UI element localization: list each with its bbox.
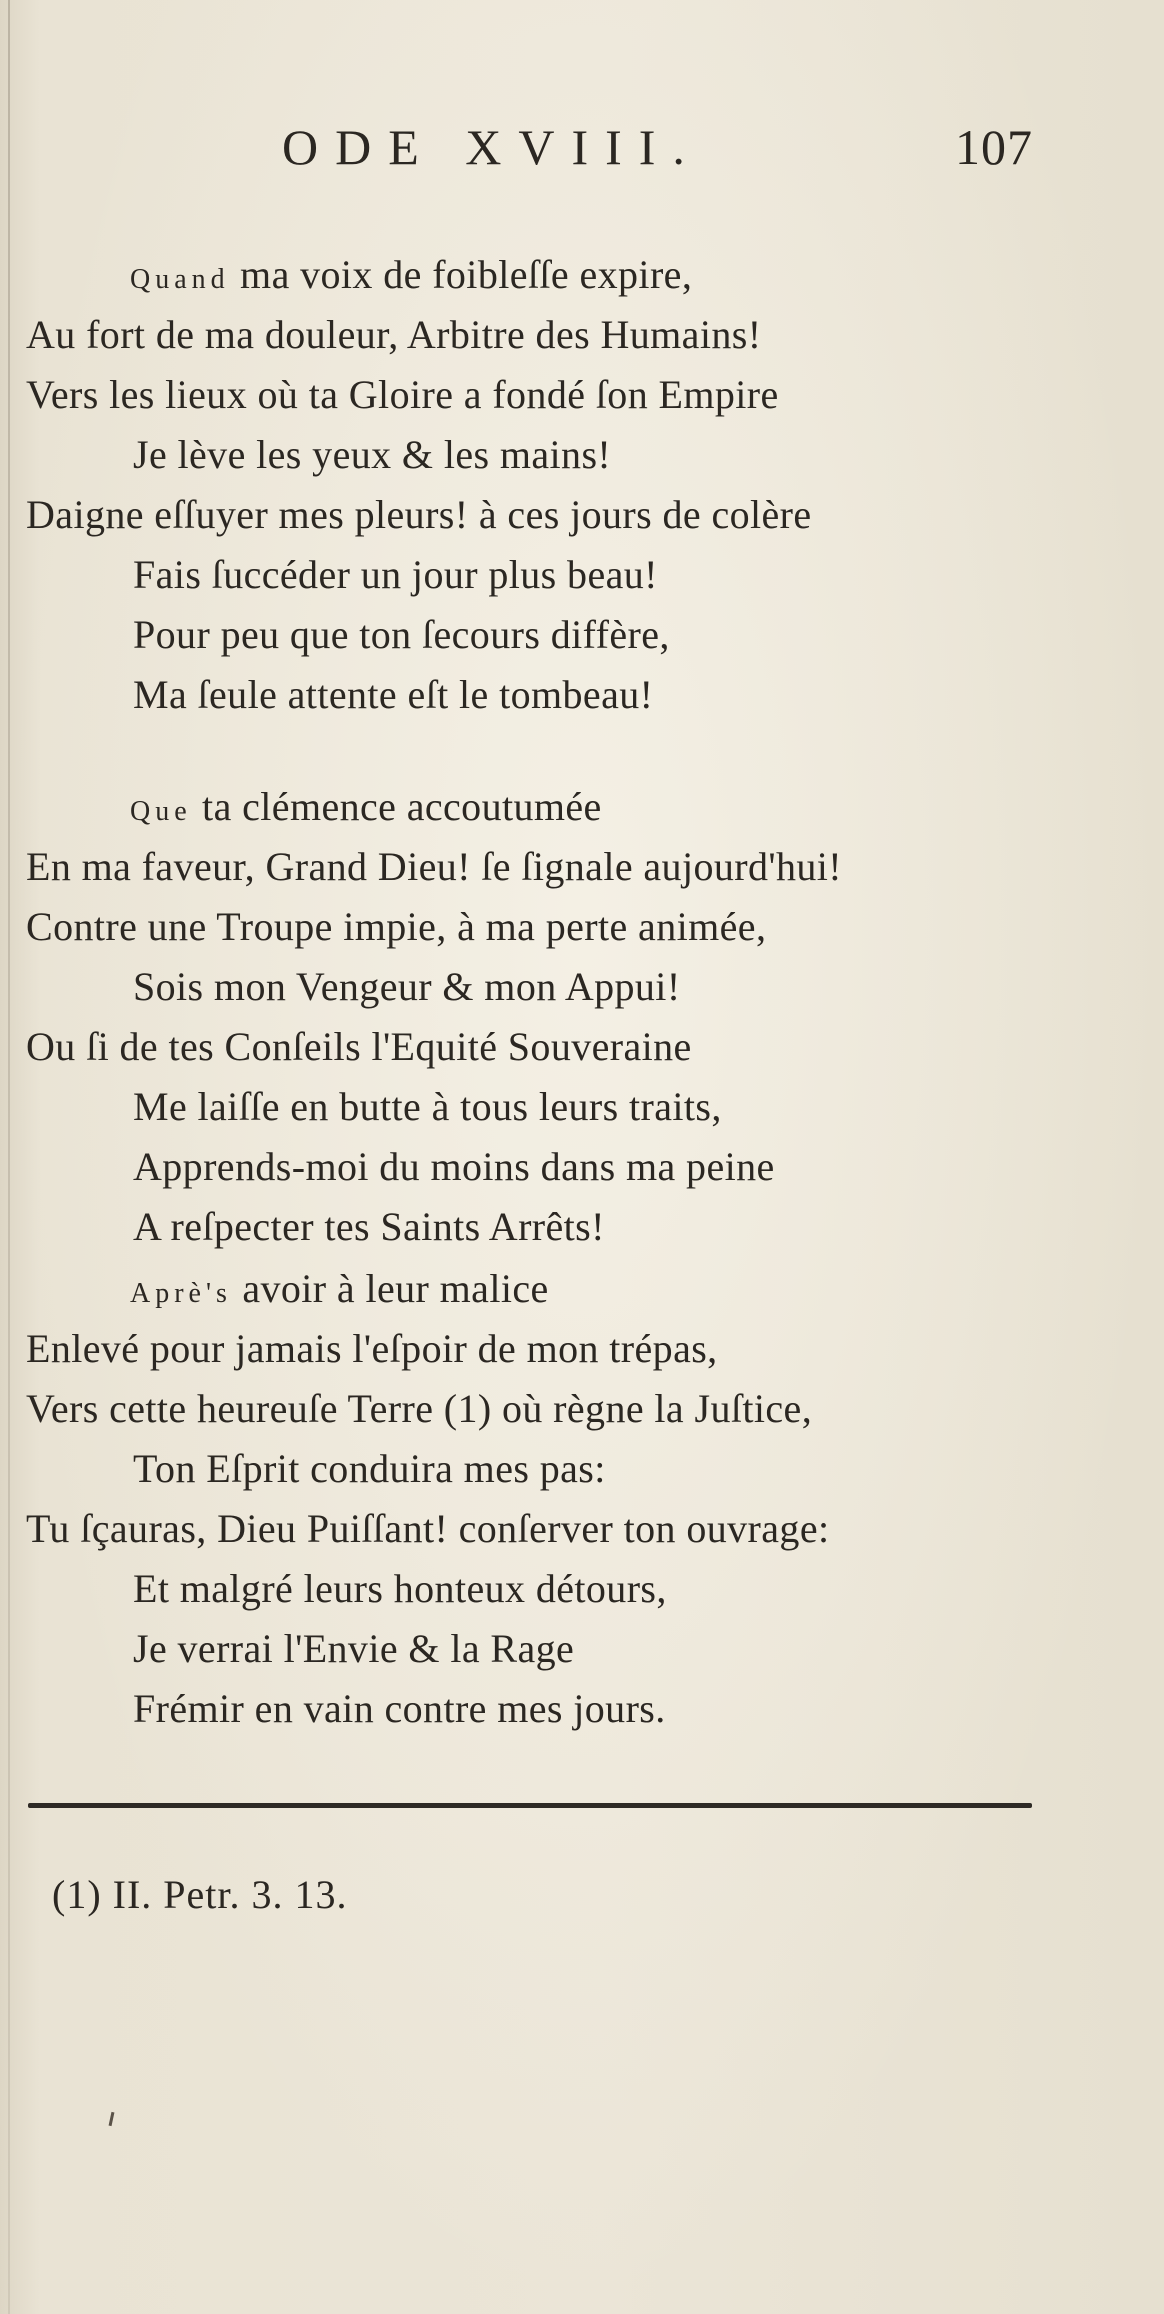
verse-line: Et malgré leurs honteux détours,: [133, 1566, 667, 1611]
verse-line: Frémir en vain contre mes jours.: [133, 1686, 666, 1731]
verse-line: Ou ſi de tes Conſeils l'Equité Souveraine: [26, 1024, 692, 1069]
stanza-initial-word: Aprè's: [130, 1278, 232, 1309]
verse-line: Enlevé pour jamais l'eſpoir de mon trépas,: [26, 1326, 718, 1371]
verse-line: Je lève les yeux & les mains!: [133, 432, 612, 477]
footnote: (1) II. Petr. 3. 13.: [52, 1872, 348, 1917]
page-gutter-edge: [8, 0, 10, 2314]
verse-line: Me laiſſe en butte à tous leurs traits,: [133, 1084, 722, 1129]
verse-line: Contre une Troupe impie, à ma perte animée,: [26, 904, 767, 949]
stanza-initial-word: Que: [130, 796, 192, 827]
page-header: [0, 118, 1164, 188]
verse-line: Ton Eſprit conduira mes pas:: [133, 1446, 606, 1491]
verse-line: Que ta clémence accoutumée: [130, 784, 602, 829]
ink-speck: [109, 2112, 115, 2126]
verse-line: Ma ſeule attente eſt le tombeau!: [133, 672, 654, 717]
verse-line: Daigne eſſuyer mes pleurs! à ces jours de colère: [26, 492, 812, 537]
verse-line: Au fort de ma douleur, Arbitre des Humains!: [26, 312, 762, 357]
page-number: 107: [955, 119, 1033, 175]
footnote-separator-rule: [28, 1803, 1032, 1808]
verse-line: En ma faveur, Grand Dieu! ſe ſignale aujourd'hui!: [26, 844, 843, 889]
verse-line: A reſpecter tes Saints Arrêts!: [133, 1204, 605, 1249]
verse-line: Aprè's avoir à leur malice: [130, 1266, 549, 1311]
verse-line: Vers les lieux où ta Gloire a fondé ſon Empire: [26, 372, 779, 417]
verse-line: Pour peu que ton ſecours diffère,: [133, 612, 670, 657]
verse-line: Sois mon Vengeur & mon Appui!: [133, 964, 681, 1009]
verse-line: Quand ma voix de foibleſſe expire,: [130, 252, 693, 297]
verse-line: Je verrai l'Envie & la Rage: [133, 1626, 575, 1671]
stanza-initial-word: Quand: [130, 264, 230, 295]
verse-line: Vers cette heureuſe Terre (1) où règne la Juſtice,: [26, 1386, 813, 1431]
verse-line: Fais ſuccéder un jour plus beau!: [133, 552, 658, 597]
running-head: ODE XVIII.: [282, 119, 702, 175]
verse-line: Tu ſçauras, Dieu Puiſſant! conſerver ton ouvrage:: [26, 1506, 830, 1551]
verse-line: Apprends-moi du moins dans ma peine: [133, 1144, 775, 1189]
